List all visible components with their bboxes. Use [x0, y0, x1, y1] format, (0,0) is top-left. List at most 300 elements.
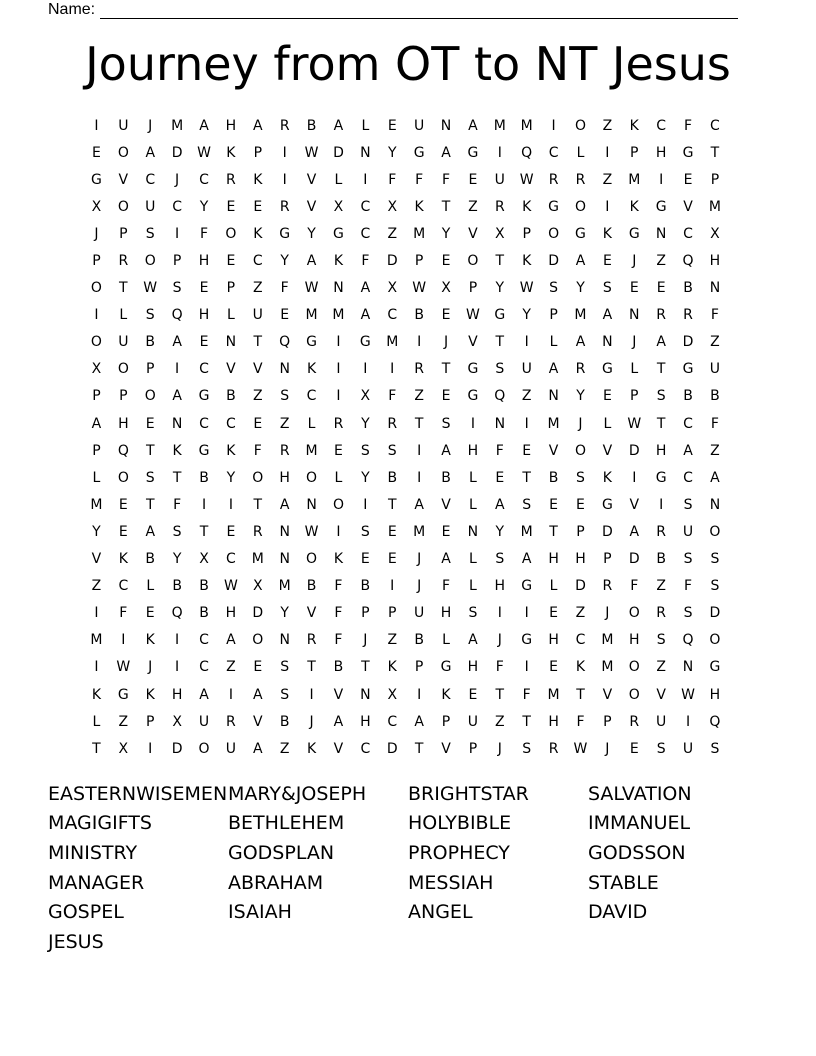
- grid-letter[interactable]: A: [629, 523, 640, 540]
- grid-letter[interactable]: A: [360, 307, 371, 324]
- grid-letter[interactable]: E: [549, 605, 559, 622]
- grid-letter[interactable]: J: [417, 551, 422, 568]
- grid-letter[interactable]: W: [197, 144, 211, 161]
- grid-letter[interactable]: X: [118, 740, 129, 757]
- grid-letter[interactable]: C: [118, 578, 129, 595]
- grid-letter[interactable]: Z: [710, 334, 720, 351]
- grid-letter[interactable]: I: [228, 496, 233, 513]
- grid-letter[interactable]: S: [656, 740, 666, 757]
- grid-letter[interactable]: E: [441, 523, 451, 540]
- grid-letter[interactable]: S: [683, 551, 693, 568]
- grid-letter[interactable]: O: [90, 280, 102, 297]
- grid-letter[interactable]: Z: [252, 280, 263, 297]
- grid-letter[interactable]: F: [334, 632, 343, 649]
- grid-letter[interactable]: X: [441, 280, 451, 297]
- grid-letter[interactable]: L: [630, 361, 639, 378]
- grid-letter[interactable]: P: [630, 144, 639, 161]
- grid-letter[interactable]: T: [145, 442, 155, 459]
- grid-letter[interactable]: I: [94, 659, 99, 676]
- grid-letter[interactable]: M: [574, 307, 587, 324]
- grid-letter[interactable]: R: [575, 171, 586, 188]
- grid-letter[interactable]: K: [253, 171, 263, 188]
- grid-letter[interactable]: B: [414, 632, 424, 649]
- grid-letter[interactable]: A: [91, 415, 102, 432]
- grid-letter[interactable]: G: [198, 388, 210, 405]
- grid-letter[interactable]: X: [172, 713, 182, 730]
- grid-letter[interactable]: K: [575, 659, 586, 676]
- grid-letter[interactable]: D: [252, 605, 264, 622]
- grid-letter[interactable]: F: [388, 171, 397, 188]
- grid-letter[interactable]: J: [578, 415, 583, 432]
- grid-letter[interactable]: Y: [361, 469, 370, 486]
- grid-letter[interactable]: D: [171, 740, 183, 757]
- grid-letter[interactable]: F: [684, 117, 693, 134]
- grid-letter[interactable]: X: [252, 578, 263, 595]
- grid-letter[interactable]: O: [144, 388, 156, 405]
- grid-letter[interactable]: Z: [226, 659, 236, 676]
- grid-letter[interactable]: N: [279, 632, 290, 649]
- grid-letter[interactable]: G: [198, 442, 210, 459]
- grid-letter[interactable]: S: [656, 388, 666, 405]
- grid-letter[interactable]: K: [441, 686, 451, 703]
- grid-letter[interactable]: T: [414, 740, 424, 757]
- grid-letter[interactable]: F: [684, 578, 693, 595]
- grid-letter[interactable]: E: [576, 496, 585, 513]
- grid-letter[interactable]: V: [602, 686, 613, 703]
- grid-letter[interactable]: V: [602, 442, 613, 459]
- grid-letter[interactable]: T: [145, 496, 155, 513]
- grid-letter[interactable]: J: [497, 632, 502, 649]
- grid-letter[interactable]: A: [172, 388, 182, 405]
- grid-letter[interactable]: X: [495, 225, 505, 242]
- grid-letter[interactable]: U: [414, 117, 425, 134]
- grid-letter[interactable]: F: [576, 713, 585, 730]
- grid-letter[interactable]: M: [332, 307, 345, 324]
- grid-letter[interactable]: L: [92, 469, 101, 486]
- grid-letter[interactable]: J: [497, 740, 502, 757]
- grid-letter[interactable]: F: [522, 686, 531, 703]
- grid-letter[interactable]: Z: [575, 605, 586, 622]
- grid-letter[interactable]: M: [305, 442, 318, 459]
- grid-letter[interactable]: M: [708, 198, 721, 215]
- grid-letter[interactable]: J: [363, 632, 368, 649]
- grid-letter[interactable]: I: [417, 442, 422, 459]
- grid-letter[interactable]: V: [441, 740, 451, 757]
- grid-letter[interactable]: R: [656, 523, 667, 540]
- grid-letter[interactable]: G: [467, 144, 479, 161]
- grid-letter[interactable]: N: [602, 334, 613, 351]
- grid-letter[interactable]: K: [226, 442, 236, 459]
- grid-letter[interactable]: B: [199, 469, 209, 486]
- grid-letter[interactable]: Y: [522, 307, 531, 324]
- grid-letter[interactable]: K: [602, 225, 612, 242]
- grid-letter[interactable]: M: [547, 686, 560, 703]
- grid-letter[interactable]: I: [605, 144, 610, 161]
- grid-letter[interactable]: Y: [199, 198, 209, 215]
- grid-letter[interactable]: Y: [280, 605, 289, 622]
- grid-letter[interactable]: A: [441, 144, 451, 161]
- grid-letter[interactable]: A: [710, 469, 720, 486]
- grid-letter[interactable]: P: [361, 605, 370, 622]
- grid-letter[interactable]: F: [388, 388, 397, 405]
- grid-letter[interactable]: R: [414, 361, 424, 378]
- grid-letter[interactable]: Q: [171, 307, 183, 324]
- grid-letter[interactable]: N: [306, 496, 317, 513]
- grid-letter[interactable]: M: [90, 632, 103, 649]
- grid-letter[interactable]: G: [91, 171, 102, 188]
- grid-letter[interactable]: J: [148, 117, 153, 134]
- grid-letter[interactable]: E: [253, 198, 263, 215]
- grid-letter[interactable]: I: [309, 686, 314, 703]
- grid-letter[interactable]: V: [306, 198, 317, 215]
- grid-letter[interactable]: H: [548, 551, 559, 568]
- grid-letter[interactable]: O: [306, 469, 318, 486]
- grid-letter[interactable]: S: [656, 632, 666, 649]
- grid-letter[interactable]: W: [304, 523, 319, 540]
- grid-letter[interactable]: G: [521, 632, 533, 649]
- grid-letter[interactable]: D: [333, 144, 344, 161]
- grid-letter[interactable]: K: [387, 659, 397, 676]
- grid-letter[interactable]: I: [497, 144, 502, 161]
- grid-letter[interactable]: J: [632, 253, 637, 270]
- grid-letter[interactable]: B: [306, 117, 317, 134]
- grid-letter[interactable]: R: [226, 713, 236, 730]
- grid-letter[interactable]: I: [148, 740, 153, 757]
- grid-letter[interactable]: G: [575, 225, 586, 242]
- grid-letter[interactable]: V: [226, 361, 236, 378]
- grid-letter[interactable]: P: [119, 225, 128, 242]
- grid-letter[interactable]: T: [307, 659, 316, 676]
- grid-letter[interactable]: G: [548, 198, 560, 215]
- grid-letter[interactable]: E: [118, 523, 128, 540]
- grid-letter[interactable]: G: [279, 225, 291, 242]
- grid-letter[interactable]: W: [573, 740, 588, 757]
- grid-letter[interactable]: H: [709, 686, 721, 703]
- grid-letter[interactable]: L: [549, 578, 558, 595]
- grid-letter[interactable]: V: [118, 171, 129, 188]
- grid-letter[interactable]: P: [146, 713, 155, 730]
- grid-letter[interactable]: W: [465, 307, 480, 324]
- grid-letter[interactable]: J: [417, 578, 422, 595]
- grid-letter[interactable]: E: [360, 551, 370, 568]
- grid-letter[interactable]: T: [549, 523, 558, 540]
- grid-letter[interactable]: L: [119, 307, 128, 324]
- grid-letter[interactable]: P: [92, 253, 101, 270]
- grid-letter[interactable]: G: [359, 334, 371, 351]
- grid-letter[interactable]: E: [387, 117, 397, 134]
- grid-letter[interactable]: C: [710, 117, 720, 134]
- grid-letter[interactable]: V: [253, 361, 263, 378]
- grid-letter[interactable]: D: [386, 740, 398, 757]
- grid-letter[interactable]: A: [441, 442, 451, 459]
- grid-letter[interactable]: O: [90, 334, 102, 351]
- grid-letter[interactable]: P: [468, 280, 478, 297]
- grid-letter[interactable]: P: [468, 740, 478, 757]
- grid-letter[interactable]: A: [333, 117, 344, 134]
- grid-letter[interactable]: V: [468, 334, 478, 351]
- grid-letter[interactable]: U: [252, 307, 263, 324]
- grid-letter[interactable]: B: [199, 578, 209, 595]
- grid-letter[interactable]: H: [709, 253, 721, 270]
- grid-letter[interactable]: B: [279, 713, 290, 730]
- grid-letter[interactable]: S: [522, 496, 532, 513]
- grid-letter[interactable]: K: [629, 117, 639, 134]
- grid-letter[interactable]: E: [280, 307, 290, 324]
- grid-letter[interactable]: N: [494, 415, 506, 432]
- grid-letter[interactable]: W: [304, 280, 319, 297]
- grid-letter[interactable]: I: [363, 171, 368, 188]
- grid-letter[interactable]: H: [548, 632, 559, 649]
- grid-letter[interactable]: I: [363, 496, 368, 513]
- grid-letter[interactable]: E: [683, 171, 693, 188]
- grid-letter[interactable]: E: [387, 551, 397, 568]
- grid-letter[interactable]: E: [468, 171, 478, 188]
- grid-letter[interactable]: A: [495, 496, 505, 513]
- grid-letter[interactable]: Y: [172, 551, 182, 568]
- grid-letter[interactable]: F: [441, 171, 451, 188]
- grid-letter[interactable]: O: [332, 496, 344, 513]
- grid-letter[interactable]: C: [360, 740, 371, 757]
- grid-letter[interactable]: K: [145, 632, 155, 649]
- grid-letter[interactable]: G: [682, 361, 694, 378]
- grid-letter[interactable]: P: [710, 171, 720, 188]
- grid-letter[interactable]: S: [360, 442, 370, 459]
- grid-letter[interactable]: W: [627, 415, 642, 432]
- grid-letter[interactable]: U: [145, 198, 156, 215]
- grid-letter[interactable]: A: [199, 686, 209, 703]
- grid-letter[interactable]: Z: [468, 198, 478, 215]
- grid-letter[interactable]: I: [336, 361, 341, 378]
- grid-letter[interactable]: K: [602, 469, 612, 486]
- grid-letter[interactable]: M: [171, 117, 184, 134]
- grid-letter[interactable]: O: [574, 117, 586, 134]
- grid-letter[interactable]: P: [92, 388, 101, 405]
- grid-letter[interactable]: Y: [361, 415, 370, 432]
- grid-letter[interactable]: E: [199, 280, 209, 297]
- grid-letter[interactable]: F: [441, 578, 451, 595]
- grid-letter[interactable]: Q: [709, 713, 721, 730]
- grid-letter[interactable]: P: [226, 280, 236, 297]
- grid-letter[interactable]: Y: [226, 469, 236, 486]
- grid-letter[interactable]: I: [336, 388, 341, 405]
- grid-letter[interactable]: L: [469, 496, 477, 513]
- grid-letter[interactable]: Q: [494, 388, 506, 405]
- grid-letter[interactable]: I: [175, 361, 180, 378]
- grid-letter[interactable]: K: [522, 253, 532, 270]
- grid-letter[interactable]: C: [199, 632, 209, 649]
- grid-letter[interactable]: G: [440, 659, 452, 676]
- grid-letter[interactable]: I: [390, 361, 395, 378]
- grid-letter[interactable]: K: [118, 551, 128, 568]
- grid-letter[interactable]: S: [710, 740, 720, 757]
- grid-letter[interactable]: N: [360, 686, 371, 703]
- grid-letter[interactable]: B: [441, 469, 451, 486]
- grid-letter[interactable]: E: [441, 253, 451, 270]
- grid-letter[interactable]: A: [602, 307, 613, 324]
- grid-letter[interactable]: L: [469, 469, 477, 486]
- grid-letter[interactable]: Z: [495, 713, 505, 730]
- grid-letter[interactable]: C: [387, 307, 398, 324]
- grid-letter[interactable]: I: [417, 686, 422, 703]
- grid-letter[interactable]: U: [682, 740, 694, 757]
- grid-letter[interactable]: Y: [280, 253, 289, 270]
- grid-letter[interactable]: M: [90, 496, 103, 513]
- grid-letter[interactable]: S: [280, 388, 290, 405]
- grid-letter[interactable]: E: [441, 388, 451, 405]
- grid-letter[interactable]: I: [659, 171, 664, 188]
- grid-letter[interactable]: G: [413, 144, 425, 161]
- grid-letter[interactable]: L: [92, 713, 101, 730]
- grid-letter[interactable]: R: [683, 307, 693, 324]
- grid-letter[interactable]: I: [282, 171, 287, 188]
- grid-letter[interactable]: P: [119, 388, 128, 405]
- grid-letter[interactable]: T: [656, 361, 666, 378]
- grid-letter[interactable]: W: [412, 280, 427, 297]
- grid-letter[interactable]: A: [145, 144, 156, 161]
- grid-letter[interactable]: I: [336, 523, 341, 540]
- grid-letter[interactable]: T: [199, 523, 209, 540]
- grid-letter[interactable]: O: [574, 198, 586, 215]
- grid-letter[interactable]: I: [94, 605, 99, 622]
- grid-letter[interactable]: M: [520, 117, 533, 134]
- grid-letter[interactable]: L: [226, 307, 235, 324]
- grid-letter[interactable]: N: [333, 280, 344, 297]
- grid-letter[interactable]: I: [175, 632, 180, 649]
- grid-letter[interactable]: H: [198, 307, 210, 324]
- grid-letter[interactable]: D: [628, 551, 640, 568]
- grid-letter[interactable]: M: [251, 551, 264, 568]
- grid-letter[interactable]: C: [172, 198, 182, 215]
- grid-letter[interactable]: I: [524, 334, 529, 351]
- grid-letter[interactable]: G: [628, 225, 640, 242]
- grid-letter[interactable]: Z: [279, 740, 290, 757]
- grid-letter[interactable]: U: [682, 523, 694, 540]
- grid-letter[interactable]: X: [199, 551, 209, 568]
- grid-letter[interactable]: H: [225, 605, 237, 622]
- grid-letter[interactable]: A: [253, 686, 263, 703]
- grid-letter[interactable]: V: [253, 713, 263, 730]
- grid-letter[interactable]: E: [468, 686, 478, 703]
- grid-letter[interactable]: D: [628, 442, 640, 459]
- grid-letter[interactable]: J: [309, 713, 314, 730]
- grid-letter[interactable]: P: [603, 713, 612, 730]
- grid-letter[interactable]: D: [601, 523, 613, 540]
- grid-letter[interactable]: F: [334, 578, 343, 595]
- grid-letter[interactable]: T: [656, 415, 666, 432]
- grid-letter[interactable]: V: [468, 225, 478, 242]
- grid-letter[interactable]: N: [360, 144, 371, 161]
- grid-letter[interactable]: P: [441, 713, 451, 730]
- grid-letter[interactable]: U: [494, 171, 505, 188]
- grid-letter[interactable]: S: [145, 225, 155, 242]
- grid-letter[interactable]: I: [175, 659, 180, 676]
- grid-letter[interactable]: J: [148, 659, 153, 676]
- grid-letter[interactable]: H: [655, 144, 667, 161]
- grid-letter[interactable]: A: [656, 334, 666, 351]
- grid-letter[interactable]: E: [441, 307, 451, 324]
- grid-letter[interactable]: J: [605, 740, 610, 757]
- grid-letter[interactable]: B: [172, 578, 182, 595]
- grid-letter[interactable]: F: [119, 605, 128, 622]
- grid-letter[interactable]: G: [467, 388, 479, 405]
- grid-letter[interactable]: U: [521, 361, 532, 378]
- grid-letter[interactable]: B: [226, 388, 236, 405]
- grid-letter[interactable]: J: [94, 225, 99, 242]
- grid-letter[interactable]: A: [468, 632, 478, 649]
- grid-letter[interactable]: O: [574, 442, 586, 459]
- grid-letter[interactable]: K: [333, 253, 344, 270]
- grid-letter[interactable]: K: [333, 551, 344, 568]
- grid-letter[interactable]: S: [145, 307, 155, 324]
- grid-letter[interactable]: O: [117, 198, 129, 215]
- grid-letter[interactable]: B: [387, 469, 398, 486]
- grid-letter[interactable]: B: [333, 659, 344, 676]
- grid-letter[interactable]: V: [91, 551, 102, 568]
- grid-letter[interactable]: K: [629, 198, 639, 215]
- grid-letter[interactable]: I: [417, 469, 422, 486]
- grid-letter[interactable]: K: [91, 686, 102, 703]
- grid-letter[interactable]: A: [683, 442, 693, 459]
- grid-letter[interactable]: H: [279, 469, 290, 486]
- grid-letter[interactable]: C: [199, 415, 209, 432]
- grid-letter[interactable]: G: [494, 307, 506, 324]
- grid-letter[interactable]: N: [279, 523, 290, 540]
- grid-letter[interactable]: H: [467, 442, 479, 459]
- grid-letter[interactable]: W: [143, 280, 158, 297]
- grid-letter[interactable]: R: [118, 253, 129, 270]
- grid-letter[interactable]: N: [629, 307, 640, 324]
- grid-letter[interactable]: R: [656, 307, 667, 324]
- grid-letter[interactable]: H: [548, 713, 559, 730]
- grid-letter[interactable]: F: [710, 307, 719, 324]
- grid-letter[interactable]: A: [548, 361, 559, 378]
- grid-letter[interactable]: O: [252, 632, 264, 649]
- grid-letter[interactable]: N: [682, 659, 694, 676]
- grid-letter[interactable]: U: [414, 605, 425, 622]
- grid-letter[interactable]: U: [656, 713, 667, 730]
- grid-letter[interactable]: A: [360, 280, 371, 297]
- grid-letter[interactable]: I: [605, 198, 610, 215]
- grid-letter[interactable]: A: [521, 551, 532, 568]
- grid-letter[interactable]: E: [656, 280, 666, 297]
- grid-letter[interactable]: D: [171, 144, 183, 161]
- grid-letter[interactable]: R: [279, 442, 290, 459]
- grid-letter[interactable]: A: [575, 253, 586, 270]
- grid-letter[interactable]: C: [683, 469, 693, 486]
- grid-letter[interactable]: T: [441, 361, 451, 378]
- grid-letter[interactable]: U: [225, 740, 237, 757]
- grid-letter[interactable]: N: [225, 334, 237, 351]
- grid-letter[interactable]: W: [519, 280, 534, 297]
- grid-letter[interactable]: U: [118, 334, 129, 351]
- grid-letter[interactable]: P: [630, 388, 639, 405]
- grid-letter[interactable]: O: [628, 659, 640, 676]
- grid-letter[interactable]: M: [493, 117, 506, 134]
- grid-letter[interactable]: Z: [656, 659, 666, 676]
- grid-letter[interactable]: Y: [495, 523, 505, 540]
- grid-letter[interactable]: A: [199, 117, 209, 134]
- grid-letter[interactable]: R: [306, 632, 317, 649]
- grid-letter[interactable]: T: [361, 659, 370, 676]
- grid-letter[interactable]: O: [709, 632, 721, 649]
- grid-letter[interactable]: Q: [521, 144, 533, 161]
- grid-letter[interactable]: P: [522, 225, 531, 242]
- grid-letter[interactable]: O: [117, 361, 129, 378]
- grid-letter[interactable]: G: [117, 686, 129, 703]
- grid-letter[interactable]: X: [387, 686, 398, 703]
- name-blank-line[interactable]: [100, 2, 738, 19]
- grid-letter[interactable]: I: [94, 117, 99, 134]
